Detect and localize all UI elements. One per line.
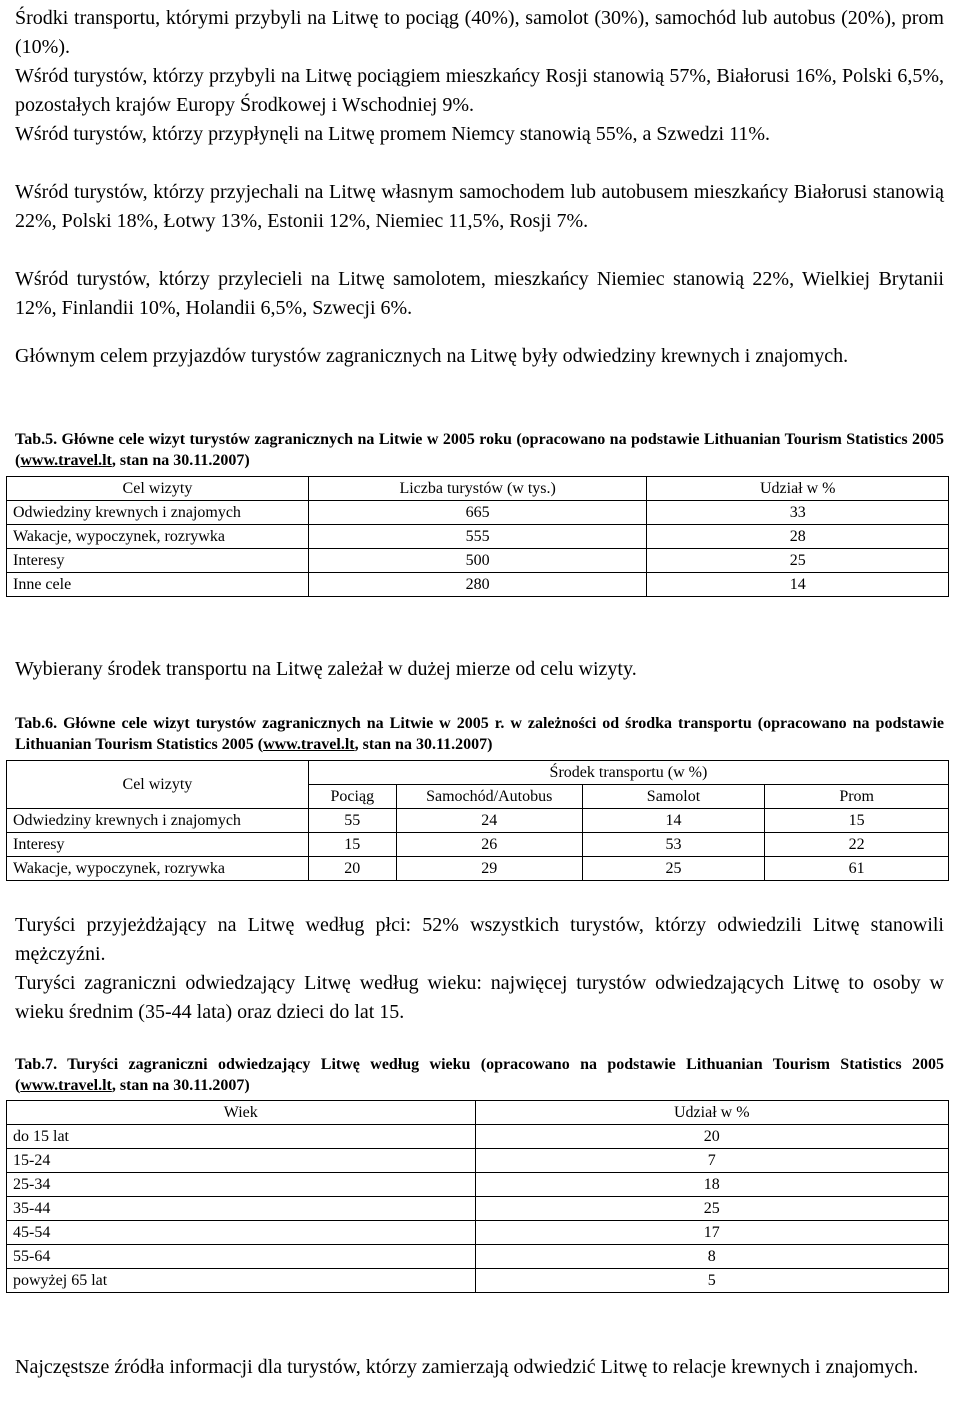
table-cell: 28 — [647, 525, 949, 549]
subheader-cell: Samochód/Autobus — [396, 785, 582, 809]
table-header-row — [7, 477, 949, 501]
table-cell: 7 — [475, 1149, 948, 1173]
table-row — [7, 1125, 949, 1149]
tab7-source-link[interactable]: www.travel.lt — [20, 1077, 112, 1094]
table-cell: 15 — [765, 809, 949, 833]
table-cell: 8 — [475, 1245, 948, 1269]
subheader-cell: Prom — [765, 785, 949, 809]
table-cell: 500 — [308, 549, 647, 573]
header-cell: Udział w % — [647, 477, 949, 501]
paragraph-transport-means: Środki transportu, którymi przybyli na Litwę to pociąg (40%), samolot (30%), samochód lub autobus (20%), prom (10%). — [15, 7, 944, 58]
table-cell: 55-64 — [7, 1245, 476, 1269]
tab5-caption — [15, 429, 944, 471]
table-cell: 55 — [308, 809, 396, 833]
table-header-row — [7, 761, 949, 785]
table-cell: 14 — [647, 573, 949, 597]
table-cell: 61 — [765, 857, 949, 881]
table-cell: Odwiedziny krewnych i znajomych — [7, 501, 309, 525]
table-cell: 18 — [475, 1173, 948, 1197]
tab6-source-link[interactable]: www.travel.lt — [263, 736, 355, 753]
table-row — [7, 525, 949, 549]
table-cell: 20 — [308, 857, 396, 881]
table-cell: 25-34 — [7, 1173, 476, 1197]
table-row — [7, 573, 949, 597]
table-cell: Wakacje, wypoczynek, rozrywka — [7, 525, 309, 549]
tab6-caption-date: , stan na 30.11.2007) — [354, 736, 493, 753]
tab5-caption-date: , stan na 30.11.2007) — [111, 452, 250, 469]
tab6-caption — [15, 713, 944, 755]
table-cell: 20 — [475, 1125, 948, 1149]
table-row — [7, 809, 949, 833]
table-cell: 15 — [308, 833, 396, 857]
table-cell: 26 — [396, 833, 582, 857]
table-cell: 22 — [765, 833, 949, 857]
tab5-table — [6, 476, 949, 597]
tab7-table — [6, 1100, 949, 1293]
table-cell: 280 — [308, 573, 647, 597]
table-cell: Interesy — [7, 549, 309, 573]
table-cell: Interesy — [7, 833, 309, 857]
paragraph-car-bus-tourists: Wśród turystów, którzy przyjechali na Litwę własnym samochodem lub autobusem mieszkańcy Białorusi stanowią 22%, Polski 18%, Łotwy 13%, Estonii 12%, Niemiec 11,5%, Rosji 7%. — [15, 181, 944, 232]
paragraph-information-sources: Najczęstsze źródła informacji dla turystów, którzy zamierzają odwiedzić Litwę to relacje krewnych i znajomych. — [15, 1356, 919, 1378]
table-cell: Inne cele — [7, 573, 309, 597]
tab6-caption-text: Tab.6. Główne cele wizyt turystów zagranicznych na Litwie w 2005 r. w zależności od środka transportu (opracowano na podstawie Lithuanian Tourism Statistics 2005 ( — [15, 715, 944, 753]
paragraph-main-goal: Głównym celem przyjazdów turystów zagranicznych na Litwę były odwiedziny krewnych i znajomych. — [15, 345, 849, 367]
table-cell: Wakacje, wypoczynek, rozrywka — [7, 857, 309, 881]
table-cell: 25 — [647, 549, 949, 573]
table-cell: 24 — [396, 809, 582, 833]
tab6-table — [6, 760, 949, 881]
tab5-source-link[interactable]: www.travel.lt — [20, 452, 112, 469]
table-cell: 29 — [396, 857, 582, 881]
header-cell: Udział w % — [475, 1101, 948, 1125]
header-cell: Liczba turystów (w tys.) — [308, 477, 647, 501]
table-cell: 17 — [475, 1221, 948, 1245]
table-cell: 5 — [475, 1269, 948, 1293]
table-cell: 14 — [582, 809, 765, 833]
header-cell: Cel wizyty — [7, 477, 309, 501]
header-cell: Wiek — [7, 1101, 476, 1125]
table-row — [7, 1197, 949, 1221]
tab7-caption — [15, 1054, 944, 1096]
table-cell: Odwiedziny krewnych i znajomych — [7, 809, 309, 833]
table-cell: 665 — [308, 501, 647, 525]
table-row — [7, 549, 949, 573]
paragraph-transport-choice: Wybierany środek transportu na Litwę zależał w dużej mierze od celu wizyty. — [15, 658, 637, 680]
table-cell: 25 — [475, 1197, 948, 1221]
table-cell: 35-44 — [7, 1197, 476, 1221]
paragraph-train-tourists: Wśród turystów, którzy przybyli na Litwę pociągiem mieszkańcy Rosji stanowią 57%, Białorusi 16%, Polski 6,5%, pozostałych krajów Europy Środkowej i Wschodniej 9%. — [15, 65, 944, 116]
table-cell: do 15 lat — [7, 1125, 476, 1149]
table-cell: 25 — [582, 857, 765, 881]
paragraph-plane-tourists: Wśród turystów, którzy przylecieli na Litwę samolotem, mieszkańcy Niemiec stanowią 22%, Wielkiej Brytanii 12%, Finlandii 10%, Holandii 6,5%, Szwecji 6%. — [15, 268, 944, 319]
table-row — [7, 1173, 949, 1197]
subheader-cell: Samolot — [582, 785, 765, 809]
table-row — [7, 501, 949, 525]
table-row — [7, 1149, 949, 1173]
header-cell-transport: Środek transportu (w %) — [308, 761, 948, 785]
table-row — [7, 1245, 949, 1269]
table-cell: 53 — [582, 833, 765, 857]
table-cell: 45-54 — [7, 1221, 476, 1245]
header-cell-goal: Cel wizyty — [7, 761, 309, 809]
paragraph-gender: Turyści przyjeżdżający na Litwę według płci: 52% wszystkich turystów, którzy odwiedzili Litwę stanowili mężczyźni. — [15, 914, 944, 965]
subheader-cell: Pociąg — [308, 785, 396, 809]
tab7-caption-date: , stan na 30.11.2007) — [111, 1077, 250, 1094]
paragraph-ferry-tourists: Wśród turystów, którzy przypłynęli na Litwę promem Niemcy stanowią 55%, a Szwedzi 11%. — [15, 123, 770, 145]
tab5-caption-text: Tab.5. Główne cele wizyt turystów zagranicznych na Litwie w 2005 roku (opracowano na podstawie Lithuanian Tourism Statistics 2005 ( — [15, 431, 944, 469]
table-cell: powyżej 65 lat — [7, 1269, 476, 1293]
table-cell: 33 — [647, 501, 949, 525]
table-row — [7, 833, 949, 857]
table-row — [7, 857, 949, 881]
table-cell: 555 — [308, 525, 647, 549]
table-header-row — [7, 1101, 949, 1125]
tab7-caption-text: Tab.7. Turyści zagraniczni odwiedzający Litwę według wieku (opracowano na podstawie Lithuanian Tourism Statistics 2005 ( — [15, 1056, 944, 1094]
table-row — [7, 1269, 949, 1293]
paragraph-age: Turyści zagraniczni odwiedzający Litwę według wieku: najwięcej turystów odwiedzających Litwę to osoby w wieku średnim (35-44 lata) oraz dzieci do lat 15. — [15, 972, 944, 1023]
table-row — [7, 1221, 949, 1245]
table-cell: 15-24 — [7, 1149, 476, 1173]
